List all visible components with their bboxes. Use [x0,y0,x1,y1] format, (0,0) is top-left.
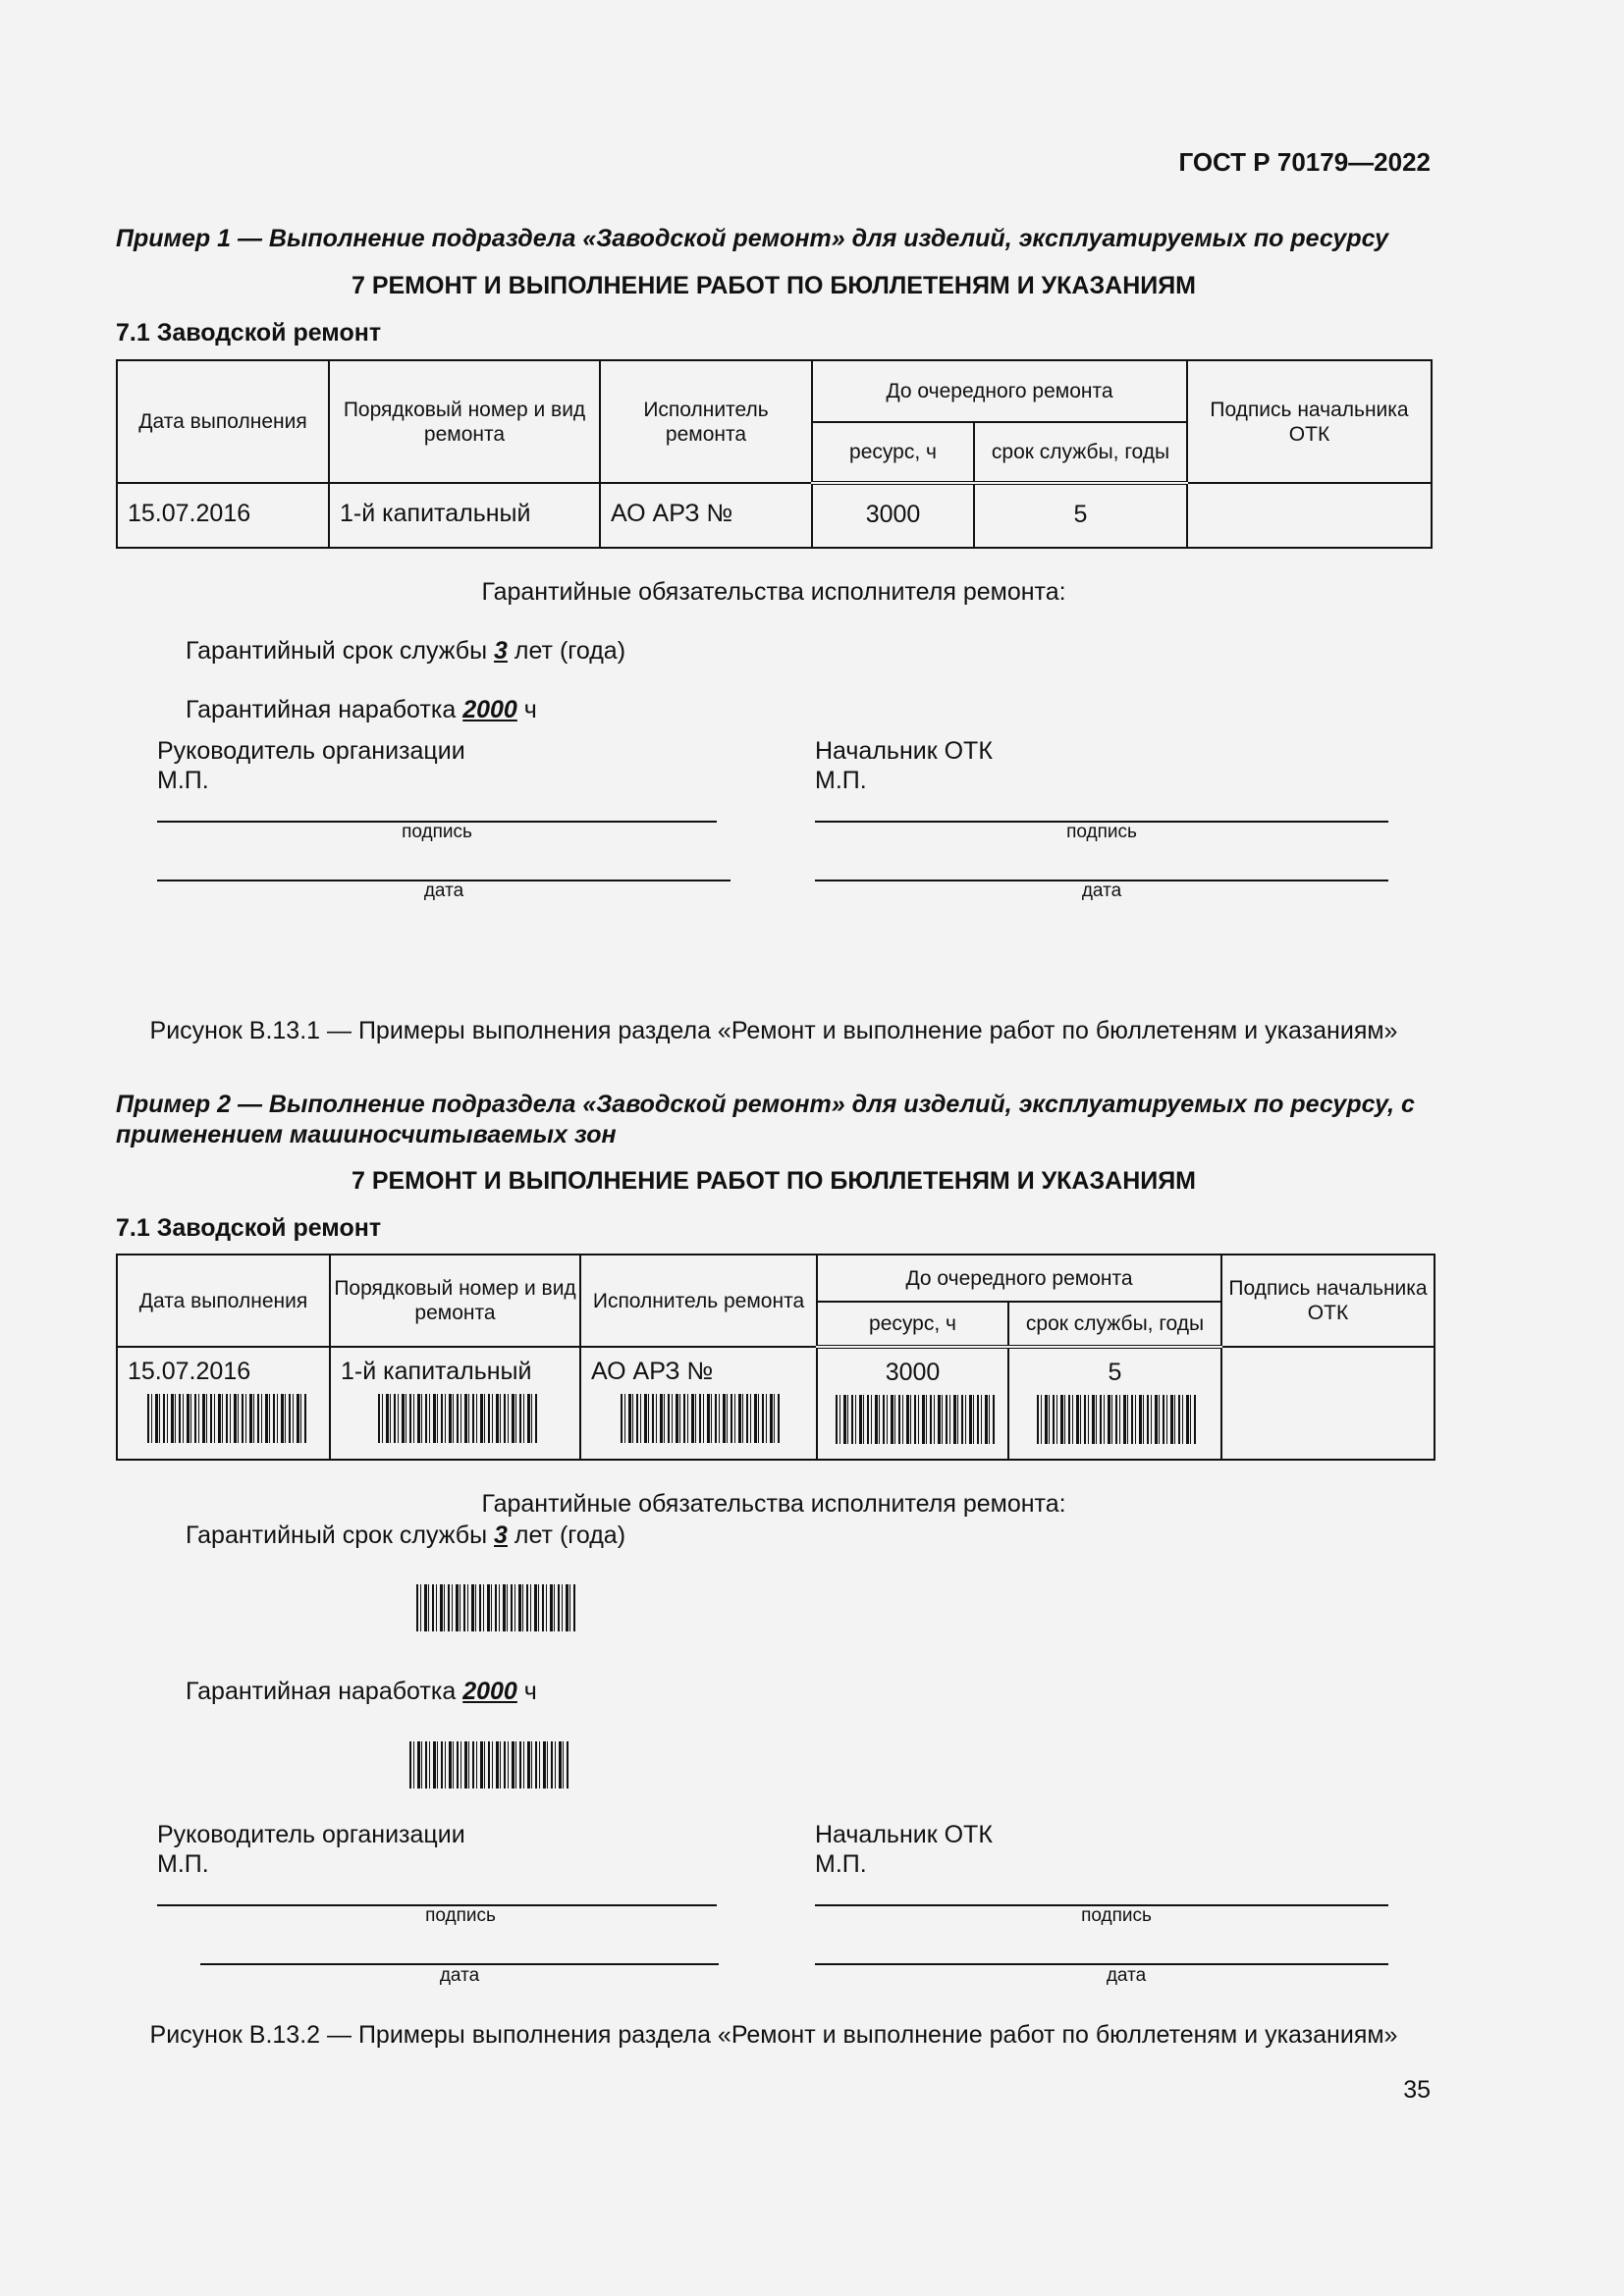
header-resource: ресурс, ч [812,422,974,483]
example-2-subsection-title: 7.1 Заводской ремонт [116,1214,382,1242]
example-2-right-seal: М.П. [815,1850,867,1878]
figure-caption-2: Рисунок В.13.2 — Примеры выполнения раздела «Ремонт и выполнение работ по бюллетеням и указаниям» [149,2021,1398,2049]
example-2-otk-head: Начальник ОТК [815,1821,993,1848]
example-2-right-signature-caption: подпись [1081,1905,1152,1926]
example-2-warranty-hours: Гарантийная наработка 2000 ч [186,1678,537,1705]
example-2-head-of-organization: Руководитель организации [157,1821,465,1848]
cell-service-life: 5 [1008,1347,1221,1460]
example-2-repair-table [116,1254,1435,1461]
cell-number-type: 1-й капитальный [330,1347,580,1460]
example-1-right-date-caption: дата [1081,881,1122,901]
example-1-repair-table [116,359,1433,549]
header-resource: ресурс, ч [817,1302,1008,1347]
header-next-repair: До очередного ремонта [812,360,1187,422]
example-1-otk-head: Начальник ОТК [815,737,993,765]
barcode-resource [836,1395,997,1444]
cell-service-life: 5 [974,483,1187,548]
standard-designation: ГОСТ Р 70179—2022 [1178,147,1431,177]
example-1-head-of-organization: Руководитель организации [157,737,465,765]
figure-caption-1: Рисунок В.13.1 — Примеры выполнения раздела «Ремонт и выполнение работ по бюллетеням и указаниям» [149,1017,1398,1044]
cell-executor: АО АРЗ № [580,1347,817,1460]
example-1-right-signature-caption: подпись [1066,822,1137,842]
example-1-section-title: 7 РЕМОНТ И ВЫПОЛНЕНИЕ РАБОТ ПО БЮЛЛЕТЕНЯМ И УКАЗАНИЯМ [351,272,1197,299]
example-2-left-signature-caption: подпись [425,1905,496,1926]
header-date: Дата выполнения [117,1255,330,1347]
example-2-title: Пример 2 — Выполнение подраздела «Заводской ремонт» для изделий, эксплуатируемых по ресурсу, с применением машиносчитываемых зон [116,1091,1415,1148]
header-date: Дата выполнения [117,360,329,483]
header-signature: Подпись начальника ОТК [1221,1255,1435,1347]
barcode-warranty-hours [409,1741,570,1789]
example-1-title: Пример 1 — Выполнение подраздела «Заводской ремонт» для изделий, эксплуатируемых по ресурсу [116,225,1389,252]
cell-signature [1187,483,1432,548]
example-1-left-seal: М.П. [157,767,209,794]
header-number-type: Порядковый номер и вид ремонта [330,1255,580,1347]
cell-signature [1221,1347,1435,1460]
page-number: 35 [1403,2076,1431,2104]
cell-resource: 3000 [817,1347,1008,1460]
example-1-guarantee-heading: Гарантийные обязательства исполнителя ремонта: [481,578,1066,606]
header-service-life: срок службы, годы [1008,1302,1221,1347]
example-1-subsection-title: 7.1 Заводской ремонт [116,319,382,347]
example-2-warranty-life: Гарантийный срок службы 3 лет (года) [186,1522,626,1549]
header-next-repair: До очередного ремонта [817,1255,1221,1302]
cell-resource: 3000 [812,483,974,548]
cell-date: 15.07.2016 [117,1347,330,1460]
header-executor: Исполнитель ремонта [600,360,812,483]
header-signature: Подпись начальника ОТК [1187,360,1432,483]
barcode-date [147,1394,308,1443]
example-1-warranty-hours: Гарантийная наработка 2000 ч [186,696,537,723]
header-executor: Исполнитель ремонта [580,1255,817,1347]
cell-executor: АО АРЗ № [600,483,812,548]
example-2-guarantee-heading: Гарантийные обязательства исполнителя ремонта: [481,1490,1066,1518]
example-2-right-date-caption: дата [1106,1965,1147,1986]
cell-date: 15.07.2016 [117,483,329,548]
example-1-left-signature-caption: подпись [402,822,472,842]
barcode-executor [621,1394,782,1443]
example-2-left-seal: М.П. [157,1850,209,1878]
header-number-type: Порядковый номер и вид ремонта [329,360,600,483]
cell-number-type: 1-й капитальный [329,483,600,548]
example-2-section-title: 7 РЕМОНТ И ВЫПОЛНЕНИЕ РАБОТ ПО БЮЛЛЕТЕНЯМ И УКАЗАНИЯМ [351,1167,1197,1195]
example-1-warranty-life: Гарантийный срок службы 3 лет (года) [186,637,626,665]
header-service-life: срок службы, годы [974,422,1187,483]
example-1-right-seal: М.П. [815,767,867,794]
barcode-warranty-life [416,1584,577,1631]
barcode-number-type [378,1394,539,1443]
barcode-service-life [1037,1395,1198,1444]
example-2-left-date-caption: дата [439,1965,480,1986]
example-1-left-date-caption: дата [423,881,464,901]
